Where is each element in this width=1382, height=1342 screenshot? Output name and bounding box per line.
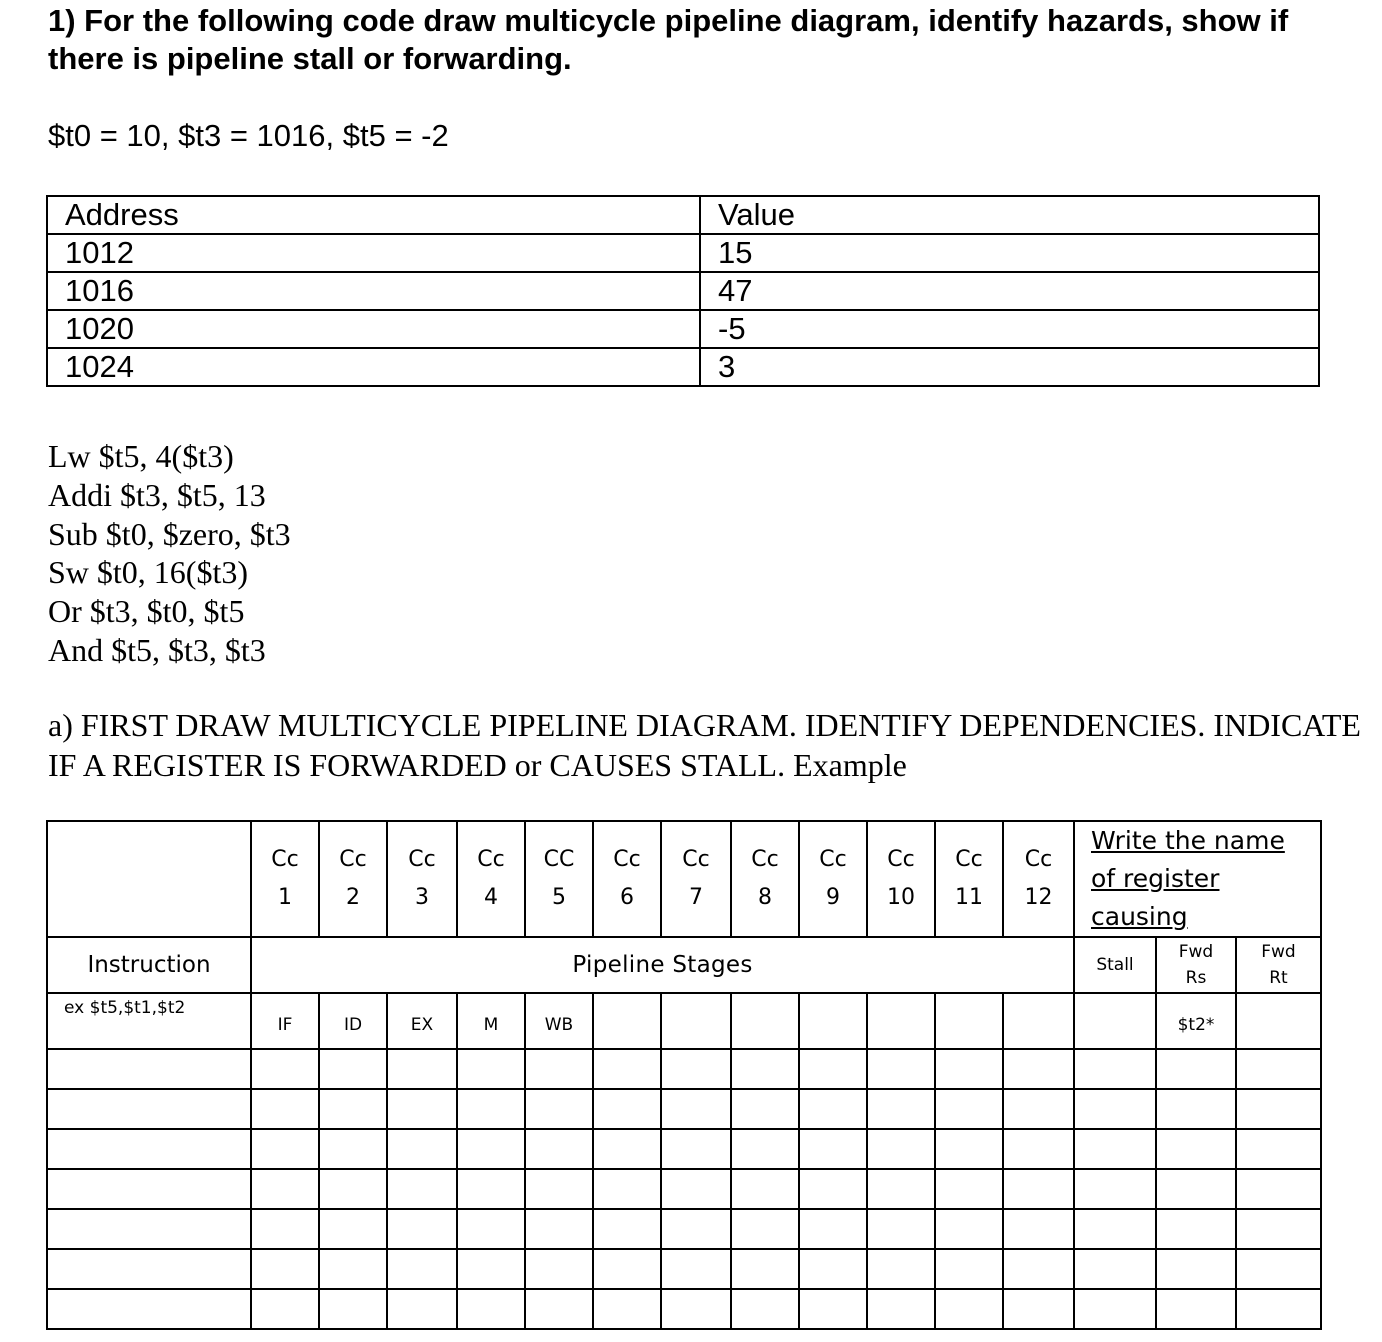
- stage-cell[interactable]: [457, 1049, 525, 1089]
- stage-cell[interactable]: [731, 1249, 799, 1289]
- stage-cell[interactable]: [593, 1249, 661, 1289]
- fwd-rs-cell[interactable]: [1156, 1089, 1236, 1129]
- stage-cell[interactable]: [319, 1049, 387, 1089]
- stage-cell[interactable]: [593, 1089, 661, 1129]
- code-line: Or $t3, $t0, $t5: [48, 593, 245, 630]
- stage-cell[interactable]: [731, 1049, 799, 1089]
- fwd-rt-label: Fwd Rt: [1236, 937, 1321, 993]
- fwd-rs-cell[interactable]: [1156, 1289, 1236, 1329]
- memory-row: [47, 348, 1319, 386]
- code-line: Sw $t0, 16($t3): [48, 554, 248, 591]
- stall-cell[interactable]: [1074, 1169, 1156, 1209]
- address-cell: 1024: [47, 348, 700, 386]
- fwd-rs-cell[interactable]: [1156, 1169, 1236, 1209]
- corner-cell: [47, 821, 251, 937]
- stage-cell[interactable]: [867, 1129, 935, 1169]
- fwd-rt-cell[interactable]: [1236, 1249, 1321, 1289]
- cc-header: Cc 2: [319, 821, 387, 937]
- code-line: Sub $t0, $zero, $t3: [48, 515, 291, 552]
- cc-header: Cc 12: [1003, 821, 1074, 937]
- answer-row: [47, 1089, 1321, 1129]
- pipeline-table: [46, 820, 1322, 1330]
- stage-cell[interactable]: [457, 1249, 525, 1289]
- stage-cell: [867, 993, 935, 1049]
- code-line: Lw $t5, 4($t3): [48, 438, 234, 474]
- fwd-rt-cell[interactable]: [1236, 1209, 1321, 1249]
- stage-cell[interactable]: [1003, 1249, 1074, 1289]
- stage-cell[interactable]: [661, 1289, 731, 1329]
- stage-cell[interactable]: [387, 1249, 457, 1289]
- stage-cell[interactable]: [387, 1169, 457, 1209]
- stall-cell[interactable]: [1074, 1089, 1156, 1129]
- stage-cell[interactable]: [525, 1089, 593, 1129]
- address-header: Address: [47, 196, 700, 234]
- stage-cell[interactable]: [799, 1289, 867, 1329]
- stage-cell[interactable]: [457, 1089, 525, 1129]
- stage-cell[interactable]: [1003, 1049, 1074, 1089]
- register-values: $t0 = 10, $t3 = 1016, $t5 = -2: [48, 118, 449, 153]
- stage-cell[interactable]: [1003, 1169, 1074, 1209]
- cc-header: Cc 4: [457, 821, 525, 937]
- stage-cell[interactable]: [935, 1089, 1003, 1129]
- stage-cell[interactable]: [935, 1289, 1003, 1329]
- stage-cell: [1003, 993, 1074, 1049]
- stage-cell[interactable]: [1003, 1089, 1074, 1129]
- cc-header: Cc 11: [935, 821, 1003, 937]
- stage-cell[interactable]: [319, 1129, 387, 1169]
- memory-row: [47, 310, 1319, 348]
- question-title: 1) For the following code draw multicycle pipeline diagram, identify hazards, show if there is pipeline stall or forwarding.: [48, 3, 1289, 76]
- example-instruction: ex $t5,$t1,$t2: [47, 993, 251, 1049]
- instruction-cell[interactable]: [47, 1089, 251, 1129]
- memory-header-row: [47, 196, 1319, 234]
- instruction-cell[interactable]: [47, 1209, 251, 1249]
- cc-header: CC 5: [525, 821, 593, 937]
- stage-cell[interactable]: [799, 1089, 867, 1129]
- instruction-cell[interactable]: [47, 1049, 251, 1089]
- fwd-rs-cell[interactable]: [1156, 1209, 1236, 1249]
- stage-cell[interactable]: [799, 1169, 867, 1209]
- stage-cell[interactable]: [731, 1169, 799, 1209]
- stall-cell[interactable]: [1074, 1129, 1156, 1169]
- stage-cell[interactable]: [935, 1209, 1003, 1249]
- fwd-rt-cell[interactable]: [1236, 1049, 1321, 1089]
- cc-header: Cc 1: [251, 821, 319, 937]
- stage-cell[interactable]: [593, 1169, 661, 1209]
- cc-header: Cc 8: [731, 821, 799, 937]
- stage-cell[interactable]: [731, 1289, 799, 1329]
- pipeline-stages-label: Pipeline Stages: [251, 937, 1074, 993]
- value-cell: -5: [700, 310, 1319, 348]
- fwd-rt-cell[interactable]: [1236, 1129, 1321, 1169]
- stage-cell[interactable]: [661, 1089, 731, 1129]
- code-listing: [48, 437, 291, 670]
- stage-cell[interactable]: [661, 1249, 731, 1289]
- stall-cell[interactable]: [1074, 1049, 1156, 1089]
- stage-cell: IF: [251, 993, 319, 1049]
- stage-cell[interactable]: [319, 1169, 387, 1209]
- fwd-rt-cell[interactable]: [1236, 1289, 1321, 1329]
- stage-cell[interactable]: [525, 1129, 593, 1169]
- stage-cell[interactable]: [799, 1249, 867, 1289]
- cc-header: Cc 7: [661, 821, 731, 937]
- memory-row: [47, 272, 1319, 310]
- stage-cell[interactable]: [799, 1129, 867, 1169]
- stage-cell[interactable]: [251, 1129, 319, 1169]
- code-line: And $t5, $t3, $t3: [48, 631, 266, 668]
- fwd-rs-cell: $t2*: [1156, 993, 1236, 1049]
- stage-cell[interactable]: [457, 1129, 525, 1169]
- pipeline-header-row: [47, 821, 1321, 937]
- stage-cell[interactable]: [867, 1249, 935, 1289]
- stage-cell: EX: [387, 993, 457, 1049]
- stage-cell[interactable]: [661, 1209, 731, 1249]
- fwd-rs-cell[interactable]: [1156, 1249, 1236, 1289]
- stage-cell[interactable]: [1003, 1289, 1074, 1329]
- answer-row: [47, 1209, 1321, 1249]
- fwd-rs-label: Fwd Rs: [1156, 937, 1236, 993]
- stage-cell[interactable]: [661, 1169, 731, 1209]
- pipeline-label-row: [47, 937, 1321, 993]
- stage-cell[interactable]: [525, 1049, 593, 1089]
- part-a-instructions: a) FIRST DRAW MULTICYCLE PIPELINE DIAGRAM. IDENTIFY DEPENDENCIES. INDICATE IF A REGISTER IS FORWARDED or CAUSES STALL. Example: [48, 707, 1361, 783]
- stage-cell[interactable]: [387, 1089, 457, 1129]
- stage-cell[interactable]: [525, 1289, 593, 1329]
- stage-cell: [799, 993, 867, 1049]
- instruction-cell[interactable]: [47, 1169, 251, 1209]
- stage-cell[interactable]: [319, 1289, 387, 1329]
- stage-cell[interactable]: [661, 1129, 731, 1169]
- stage-cell[interactable]: [251, 1249, 319, 1289]
- stage-cell[interactable]: [935, 1169, 1003, 1209]
- stall-cell: [1074, 993, 1156, 1049]
- stage-cell[interactable]: [319, 1249, 387, 1289]
- stage-cell[interactable]: [457, 1169, 525, 1209]
- stage-cell[interactable]: [319, 1209, 387, 1249]
- value-cell: 15: [700, 234, 1319, 272]
- stage-cell[interactable]: [387, 1209, 457, 1249]
- stage-cell: [935, 993, 1003, 1049]
- stage-cell[interactable]: [731, 1089, 799, 1129]
- fwd-rt-cell[interactable]: [1236, 1089, 1321, 1129]
- stage-cell: [731, 993, 799, 1049]
- example-row: [47, 993, 1321, 1049]
- stage-cell: ID: [319, 993, 387, 1049]
- stage-cell[interactable]: [251, 1169, 319, 1209]
- cc-header: Cc 6: [593, 821, 661, 937]
- answer-row: [47, 1049, 1321, 1089]
- stage-cell: [593, 993, 661, 1049]
- stage-cell[interactable]: [251, 1289, 319, 1329]
- stall-cell[interactable]: [1074, 1289, 1156, 1329]
- address-cell: 1012: [47, 234, 700, 272]
- instruction-cell[interactable]: [47, 1249, 251, 1289]
- fwd-rs-cell[interactable]: [1156, 1049, 1236, 1089]
- stage-cell[interactable]: [457, 1289, 525, 1329]
- stage-cell[interactable]: [251, 1049, 319, 1089]
- answer-row: [47, 1169, 1321, 1209]
- stage-cell[interactable]: [387, 1289, 457, 1329]
- stage-cell[interactable]: [1003, 1129, 1074, 1169]
- stage-cell[interactable]: [867, 1049, 935, 1089]
- stage-cell[interactable]: [935, 1249, 1003, 1289]
- address-cell: 1016: [47, 272, 700, 310]
- stage-cell[interactable]: [867, 1209, 935, 1249]
- stage-cell[interactable]: [935, 1049, 1003, 1089]
- stage-cell[interactable]: [387, 1049, 457, 1089]
- stage-cell[interactable]: [525, 1169, 593, 1209]
- stage-cell[interactable]: [593, 1289, 661, 1329]
- stage-cell[interactable]: [251, 1209, 319, 1249]
- stage-cell[interactable]: [457, 1209, 525, 1249]
- address-cell: 1020: [47, 310, 700, 348]
- stage-cell[interactable]: [867, 1169, 935, 1209]
- stage-cell[interactable]: [799, 1209, 867, 1249]
- stage-cell[interactable]: [799, 1049, 867, 1089]
- memory-row: [47, 234, 1319, 272]
- stage-cell[interactable]: [935, 1129, 1003, 1169]
- stage-cell[interactable]: [661, 1049, 731, 1089]
- stall-cell[interactable]: [1074, 1209, 1156, 1249]
- stage-cell[interactable]: [525, 1209, 593, 1249]
- stage-cell: WB: [525, 993, 593, 1049]
- instruction-cell[interactable]: [47, 1129, 251, 1169]
- code-line: Addi $t3, $t5, 13: [48, 476, 266, 513]
- cc-header: Cc 9: [799, 821, 867, 937]
- stage-cell[interactable]: [867, 1289, 935, 1329]
- instruction-label: Instruction: [47, 937, 251, 993]
- answer-row: [47, 1289, 1321, 1329]
- stage-cell[interactable]: [731, 1129, 799, 1169]
- stage-cell[interactable]: [593, 1049, 661, 1089]
- value-cell: 3: [700, 348, 1319, 386]
- fwd-rs-cell[interactable]: [1156, 1129, 1236, 1169]
- causing-register-header: Write the name of register causing: [1074, 821, 1321, 937]
- answer-row: [47, 1129, 1321, 1169]
- cc-header: Cc 3: [387, 821, 457, 937]
- stall-label: Stall: [1074, 937, 1156, 993]
- cc-header: Cc 10: [867, 821, 935, 937]
- stage-cell[interactable]: [251, 1089, 319, 1129]
- answer-row: [47, 1249, 1321, 1289]
- stall-cell[interactable]: [1074, 1249, 1156, 1289]
- stage-cell: [661, 993, 731, 1049]
- stage-cell[interactable]: [1003, 1209, 1074, 1249]
- instruction-cell[interactable]: [47, 1289, 251, 1329]
- stage-cell[interactable]: [593, 1209, 661, 1249]
- stage-cell[interactable]: [319, 1089, 387, 1129]
- stage-cell[interactable]: [731, 1209, 799, 1249]
- stage-cell: M: [457, 993, 525, 1049]
- stage-cell[interactable]: [387, 1129, 457, 1169]
- memory-table: [46, 195, 1320, 387]
- value-header: Value: [700, 196, 1319, 234]
- fwd-rt-cell: [1236, 993, 1321, 1049]
- stage-cell[interactable]: [525, 1249, 593, 1289]
- fwd-rt-cell[interactable]: [1236, 1169, 1321, 1209]
- stage-cell[interactable]: [593, 1129, 661, 1169]
- stage-cell[interactable]: [867, 1089, 935, 1129]
- value-cell: 47: [700, 272, 1319, 310]
